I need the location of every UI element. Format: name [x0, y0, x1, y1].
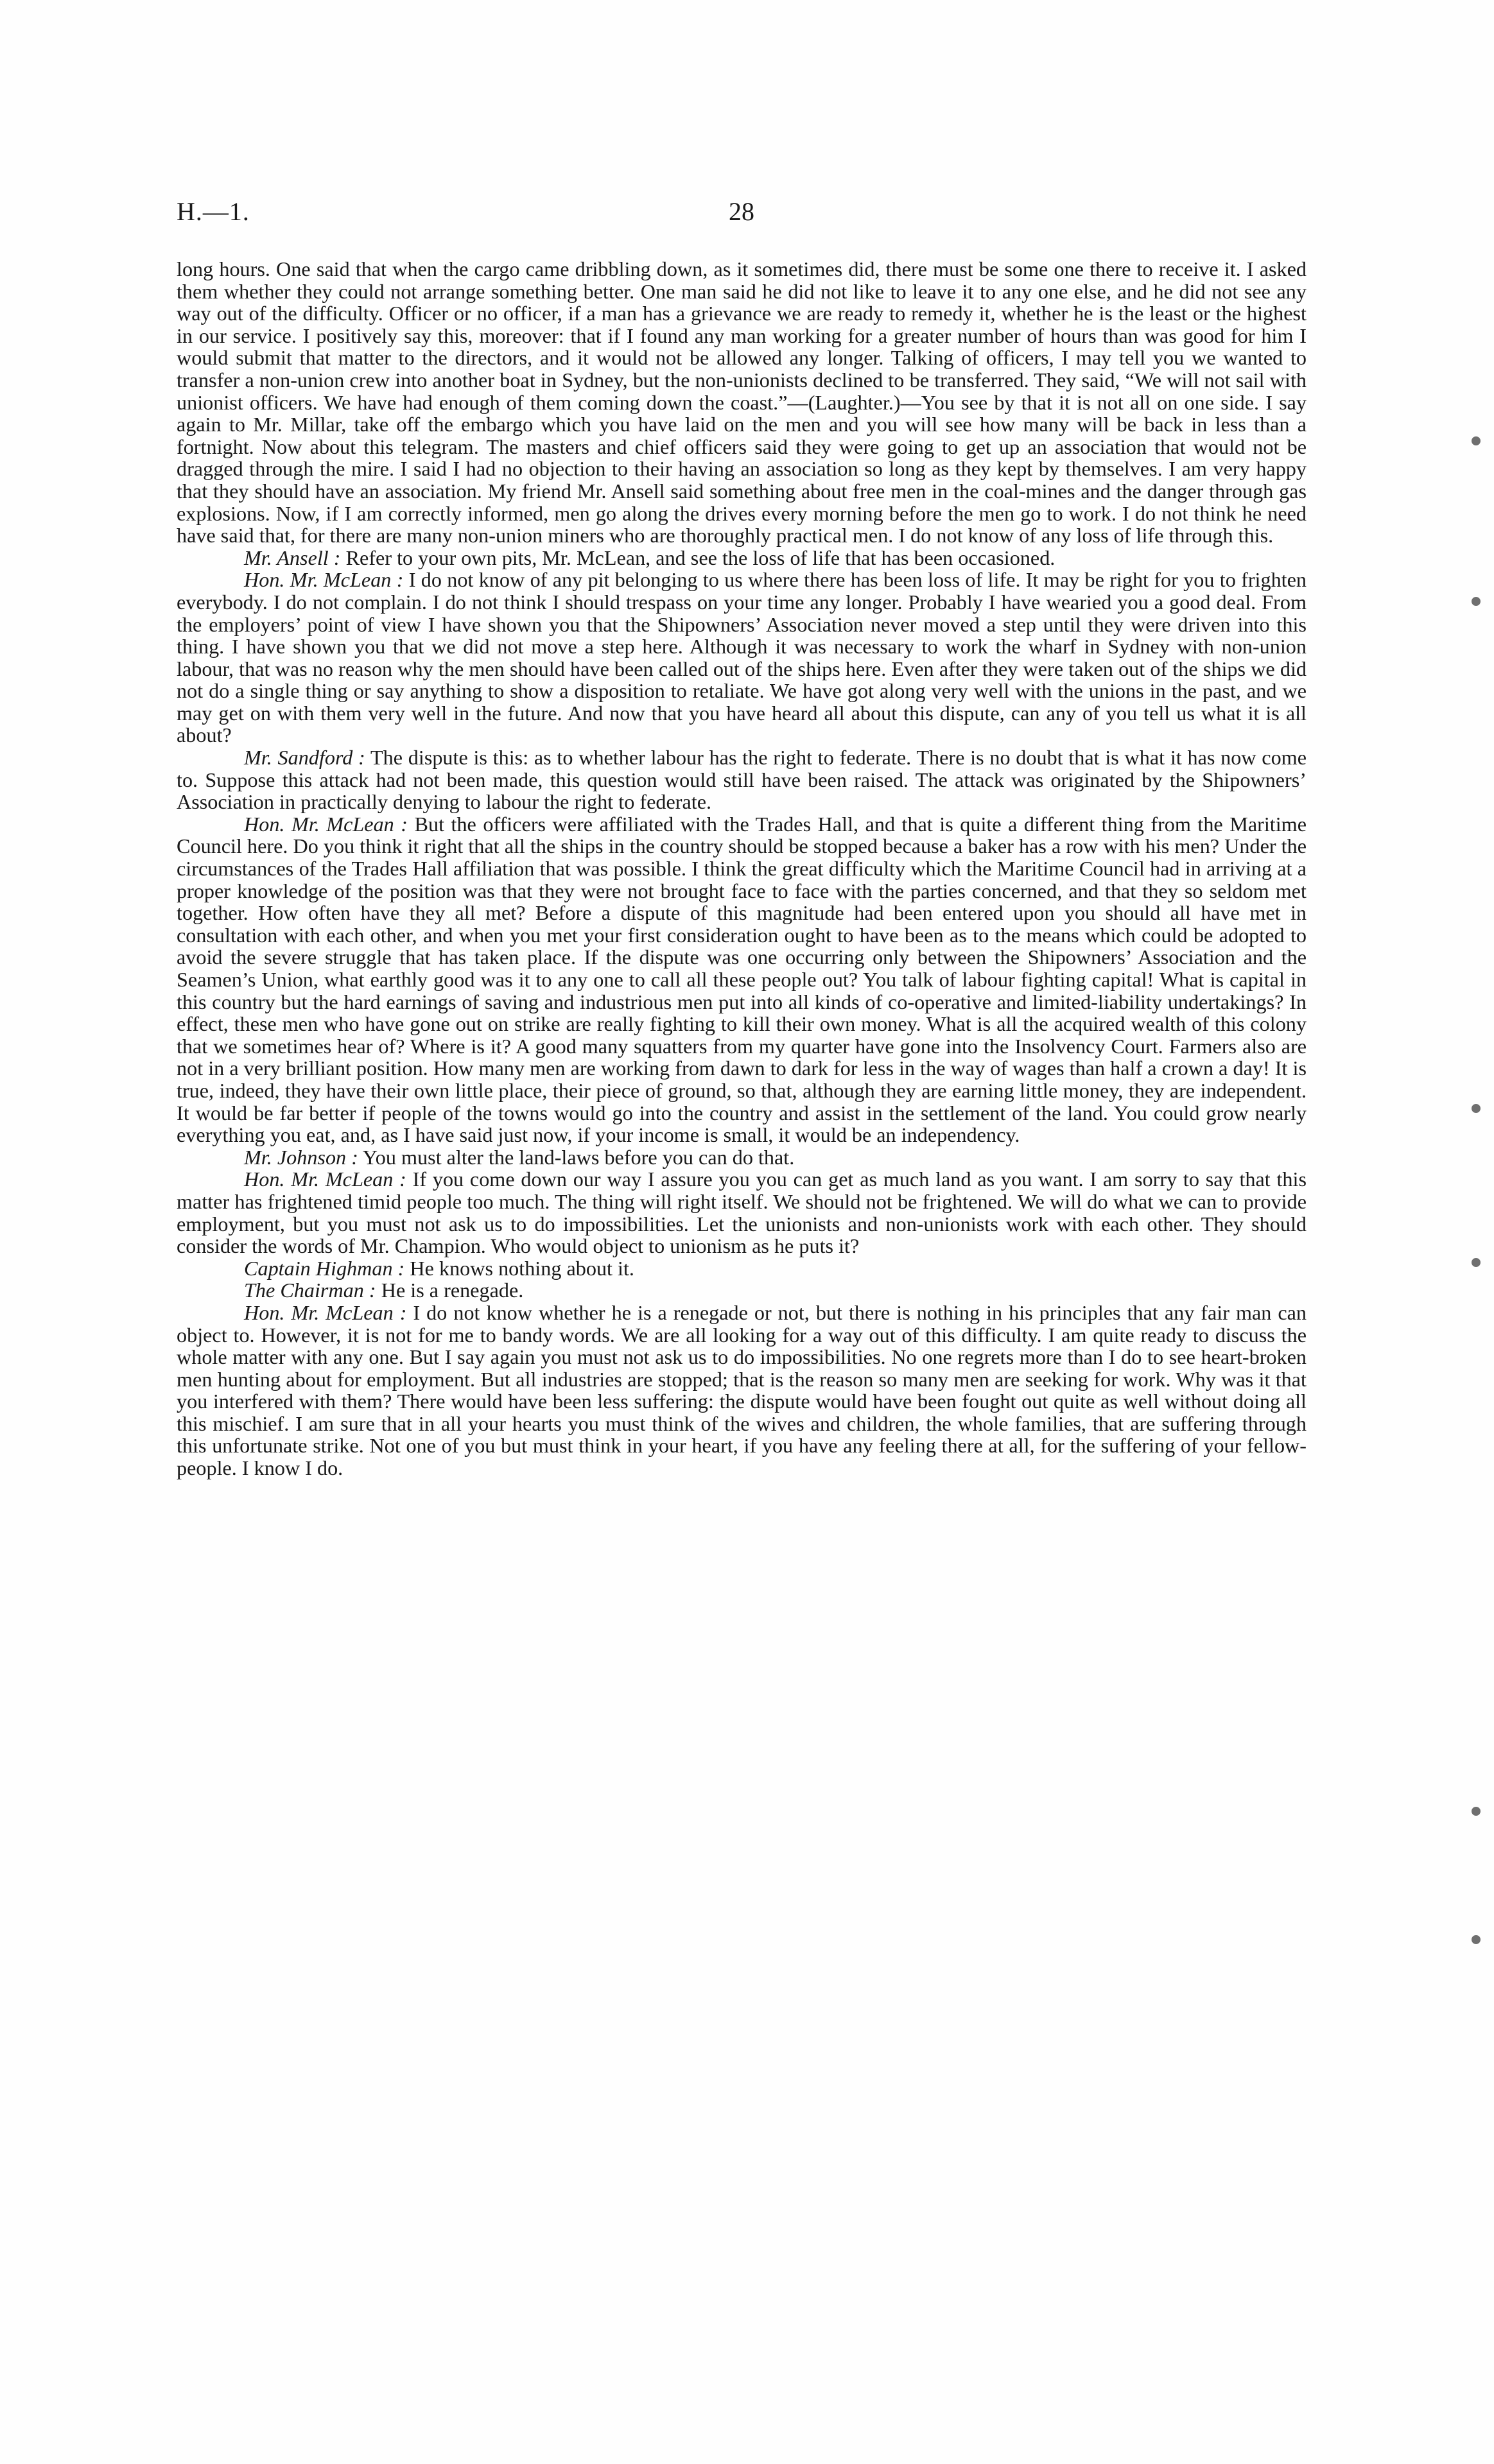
- speech-text: If you come down our way I assure you you can get as much land as you want. I am sorry to say that this matter has frightened timid people too much. The thing will right itself. We should not be frightened. We will do what we can to provide employment, but you must not ask us to do impossibilities. Let the unionists and non-unionists work with each other. They should consider the words of Mr. Champion. Who would object to unionism as he puts it?: [177, 1167, 1307, 1258]
- running-head: [177, 193, 1307, 231]
- binding-hole-mark: [1472, 1258, 1481, 1267]
- paragraph-continuation: [177, 258, 1307, 547]
- speech-text: He is a renegade.: [381, 1279, 524, 1302]
- speaker-name: Hon. Mr. McLean :: [244, 812, 408, 836]
- binding-hole-mark: [1472, 597, 1481, 606]
- speaker-name: Mr. Johnson :: [244, 1145, 358, 1169]
- speech-paragraph: [177, 1279, 1307, 1302]
- speech-paragraph: [177, 547, 1307, 569]
- binding-hole-mark: [1472, 1104, 1481, 1113]
- speaker-name: Hon. Mr. McLean :: [244, 568, 404, 592]
- speech-paragraph: [177, 1168, 1307, 1257]
- binding-hole-mark: [1472, 1935, 1481, 1944]
- speech-paragraph: [177, 1257, 1307, 1280]
- speaker-name: Captain Highman :: [244, 1256, 405, 1280]
- speaker-name: Hon. Mr. McLean :: [244, 1167, 406, 1191]
- speech-text: I do not know of any pit belonging to us where there has been loss of life. It may be right for you to frighten everybody. I do not complain. I do not think I should trespass on your time any longer. Probably I have wearied you a good deal. From the employers’ point of view I have shown you that the Shipowners’ Association never moved a step until they were driven into this thing. I have shown you that we did not move a step here. Although it was necessary to work the wharf in Sydney with non-union labour, that was no reason why the men should have been called out of the ships here. Even after they were taken out of the ships we did not do a single thing or say anything to show a disposition to retaliate. We have got along very well with the unions in the past, and we may get on with them very well in the future. And now that you have heard all about this dispute, can any of you tell us what it is all about?: [177, 568, 1307, 747]
- speech-paragraph: [177, 813, 1307, 1146]
- binding-hole-mark: [1472, 436, 1481, 445]
- speech-paragraph: [177, 1302, 1307, 1479]
- page-number: 28: [729, 197, 754, 226]
- binding-hole-mark: [1472, 1807, 1481, 1816]
- document-reference: H.—1.: [177, 197, 250, 226]
- speaker-name: The Chairman :: [244, 1279, 376, 1302]
- speech-text: You must alter the land-laws before you can do that.: [362, 1145, 795, 1169]
- speech-text: The dispute is this: as to whether labour has the right to federate. There is no doubt that is what it has now come to. Suppose this attack had not been made, this question would still have been raised. The attack was originated by the Shipowners’ Association in practically denying to labour the right to federate.: [177, 746, 1307, 814]
- speech-text: He knows nothing about it.: [410, 1256, 634, 1280]
- speaker-name: Mr. Ansell :: [244, 546, 341, 569]
- speaker-name: Hon. Mr. McLean :: [244, 1300, 407, 1324]
- speech-text: But the officers were affiliated with the Trades Hall, and that is quite a different thing from the Maritime Council here. Do you think it right that all the ships in the country should be stopped because a baker has a row with his men? Under the circumstances of the Trades Hall affiliation that was possible. I think the great difficulty which the Maritime Council had in arriving at a proper knowledge of the position was that they were not brought face to face with the parties concerned, and that they so seldom met together. How often have they all met? Before a dispute of this magnitude had been entered upon you should all have met in consultation with each other, and when you met your first consideration ought to have been as to the means which could be adopted to avoid the severe struggle that has taken place. If the dispute was one occurring only between the Shipowners’ Association and the Seamen’s Union, what earthly good was it to any one to call all these people out? You talk of labour fighting capital! What is capital in this country but the hard earnings of saving and industrious men put into all kinds of co-operative and limited-liability undertakings? In effect, these men who have gone out on strike are really fighting to kill their own money. What is all the acquired wealth of this colony that we sometimes hear of? Where is it? A good many squatters from my quarter have gone into the Insolvency Court. Farmers also are not in a very brilliant position. How many men are working from dawn to dark for less in the way of wages than half a crown a day! It is true, indeed, they have their own little place, their piece of ground, so that, although they are earning little money, they are independent. It would be far better if people of the towns would go into the country and assist in the settlement of the land. You could grow nearly everything you eat, and, as I have said just now, if your income is small, it would be an independency.: [177, 812, 1307, 1147]
- speech-paragraph: [177, 569, 1307, 746]
- speech-text: I do not know whether he is a renegade or not, but there is nothing in his principles that any fair man can object to. However, it is not for me to bandy words. We are all looking for a way out of this difficulty. I am quite ready to discuss the whole matter with any one. But I say again you must not ask us to do impossibilities. No one regrets more than I do to see heart-broken men hunting about for employment. But all industries are stopped; that is the reason so many men are seeking for work. Why was it that you interfered with them? There would have been less suffering: the dispute would have been fought out quite as well without doing all this mischief. I am sure that in all your hearts you must think of the wives and children, the whole families, that are suffering through this unfortunate strike. Not one of you but must think in your heart, if you have any feeling there at all, for the suffering of your fellow-people. I know I do.: [177, 1300, 1307, 1480]
- speech-paragraph: [177, 746, 1307, 813]
- speaker-name: Mr. Sandford :: [244, 746, 365, 770]
- speech-paragraph: [177, 1146, 1307, 1169]
- body-text: [177, 258, 1307, 1479]
- paragraph-text: long hours. One said that when the cargo came dribbling down, as it sometimes did, there must be some one there to receive it. I asked them whether they could not arrange something better. One man said he did not like to leave it to any one else, and he did not see any way out of the difficulty. Officer or no officer, if a man has a grievance we are ready to remedy it, whether he is the least or the highest in our service. I positively say this, moreover: that if I found any man working for a greater number of hours than was good for him I would submit that matter to the directors, and it would not be allowed any longer. Talking of officers, I may tell you we wanted to transfer a non-union crew into another boat in Sydney, but the non-unionists declined to be transferred. They said, “We will not sail with unionist officers. We have had enough of them coming down the coast.”—(Laughter.)—You see by that it is not all on one side. I say again to Mr. Millar, take off the embargo which you have laid on the men and you will see how many will be back in less than a fortnight. Now about this telegram. The masters and chief officers said they were going to get up an association that would not be dragged through the mire. I said I had no objection to their having an association so long as they kept by themselves. I am very happy that they should have an association. My friend Mr. Ansell said something about free men in the coal-mines and the danger through gas explosions. Now, if I am correctly informed, men go along the drives every morning before the men go to work. I do not think he need have said that, for there are many non-union miners who are thoroughly practical men. I do not know of any loss of life through this.: [177, 257, 1307, 547]
- speech-text: Refer to your own pits, Mr. McLean, and see the loss of life that has been occasioned.: [345, 546, 1055, 569]
